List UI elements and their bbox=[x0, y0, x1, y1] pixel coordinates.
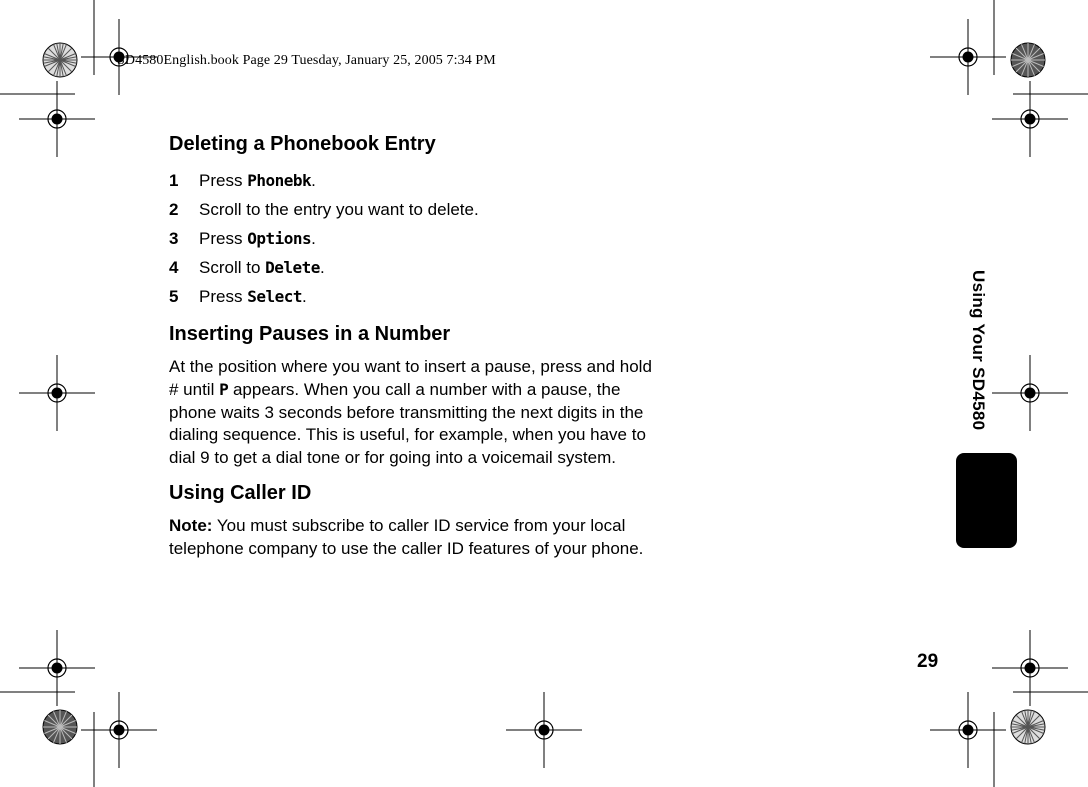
chapter-thumb-tab bbox=[956, 453, 1017, 548]
page-number: 29 bbox=[917, 651, 939, 672]
step-number: 3 bbox=[169, 229, 179, 248]
step-item bbox=[169, 253, 659, 282]
step-text: Scroll to the entry you want to delete. bbox=[199, 200, 479, 219]
note-label: Note: bbox=[169, 515, 213, 535]
section-delete-entry bbox=[169, 131, 659, 311]
step-number: 4 bbox=[169, 258, 179, 277]
step-item bbox=[169, 282, 659, 311]
softkey-label: Select bbox=[247, 287, 302, 306]
softkey-label: Options bbox=[247, 229, 312, 248]
heading-caller-id: Using Caller ID bbox=[169, 481, 312, 504]
book-info-header: SD4580English.book Page 29 Tuesday, January 25, 2005 7:34 PM bbox=[117, 53, 496, 68]
step-text: Press Options. bbox=[199, 229, 316, 248]
step-number: 5 bbox=[169, 287, 179, 306]
section-inserting-pauses bbox=[169, 321, 659, 470]
softkey-label: Delete bbox=[265, 258, 320, 277]
step-item bbox=[169, 224, 659, 253]
step-item bbox=[169, 166, 659, 195]
step-text: Press Phonebk. bbox=[199, 171, 316, 190]
softkey-label: Phonebk bbox=[247, 171, 312, 190]
page-content bbox=[169, 131, 659, 571]
caller-id-note: Note: You must subscribe to caller ID service from your local telephone company to use the caller ID features of your phone. bbox=[169, 515, 644, 558]
pause-key-label: P bbox=[219, 379, 229, 399]
step-number: 2 bbox=[169, 200, 179, 219]
heading-delete-entry: Deleting a Phonebook Entry bbox=[169, 133, 436, 155]
heading-inserting-pauses: Inserting Pauses in a Number bbox=[169, 323, 451, 345]
section-caller-id bbox=[169, 480, 659, 561]
chapter-side-title: Using Your SD4580 bbox=[969, 270, 988, 431]
step-text: Press Select. bbox=[199, 287, 307, 306]
step-text: Scroll to Delete. bbox=[199, 258, 325, 277]
step-item bbox=[169, 195, 659, 224]
step-number: 1 bbox=[169, 171, 179, 190]
delete-steps-list bbox=[169, 166, 659, 311]
pauses-paragraph: At the position where you want to insert a pause, press and hold # until P appears. When you call a number with a pause, the phone waits 3 seconds before transmitting the next digits in the dialing sequence. This is useful, for example, when you have to dial 9 to get a dial tone or for going into a voicemail system. bbox=[169, 357, 652, 468]
